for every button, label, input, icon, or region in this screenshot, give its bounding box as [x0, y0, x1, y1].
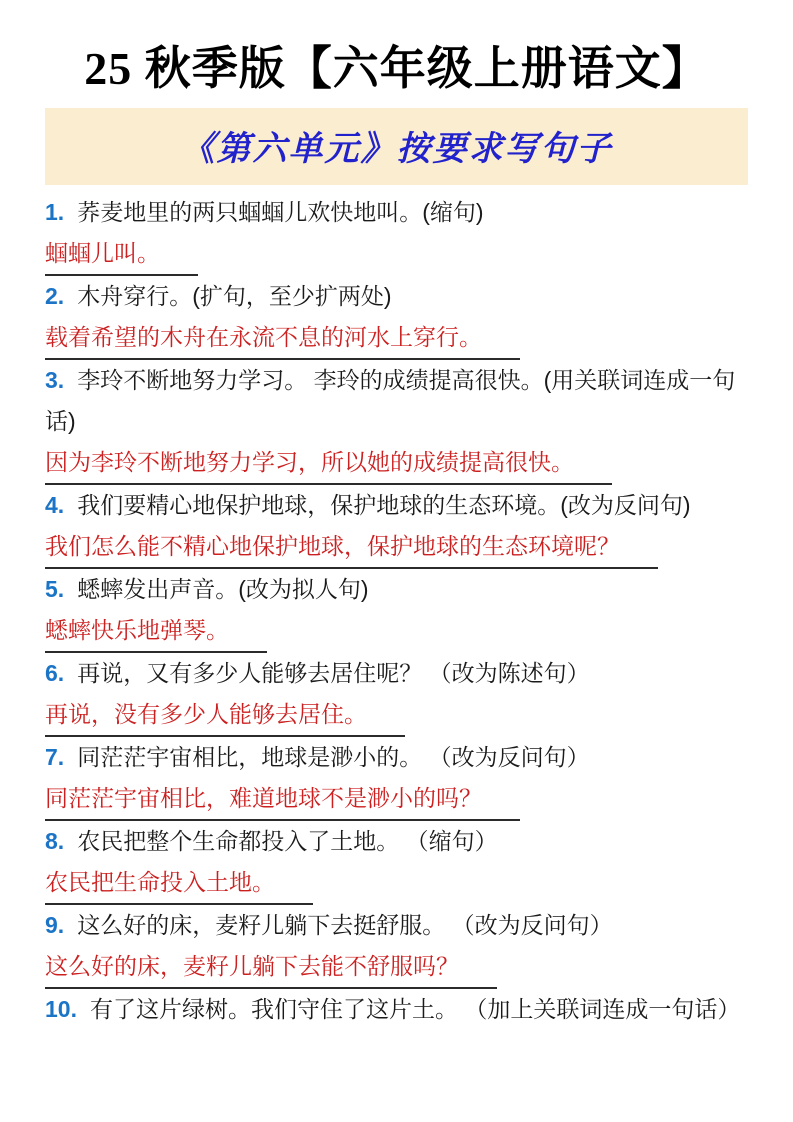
question-row [45, 821, 748, 862]
question-row [45, 192, 748, 233]
answer-row [45, 233, 748, 276]
question-row [45, 485, 748, 526]
answer-text: 我们怎么能不精心地保护地球，保护地球的生态环境呢？ [45, 528, 658, 569]
question-item [45, 276, 748, 360]
question-text: 我们要精心地保护地球，保护地球的生态环境。(改为反问句) [77, 491, 691, 518]
question-number: 2. [45, 282, 65, 309]
answer-row [45, 317, 748, 360]
answer-text: 同茫茫宇宙相比，难道地球不是渺小的吗？ [45, 780, 520, 821]
answer-text: 蟋蟀快乐地弹琴。 [45, 612, 267, 653]
question-number: 4. [45, 491, 65, 518]
answer-row [45, 778, 748, 821]
question-number: 1. [45, 198, 65, 225]
question-item [45, 360, 748, 485]
question-number: 7. [45, 743, 65, 770]
question-row [45, 737, 748, 778]
question-number: 10. [45, 995, 77, 1022]
question-item [45, 192, 748, 276]
answer-row [45, 442, 748, 485]
question-number: 5. [45, 575, 65, 602]
question-text: 农民把整个生命都投入了土地。 （缩句） [77, 827, 498, 854]
question-item [45, 653, 748, 737]
question-number: 8. [45, 827, 65, 854]
answer-text: 蝈蝈儿叫。 [45, 235, 198, 276]
question-row [45, 653, 748, 694]
subtitle-banner [45, 108, 748, 185]
question-text: 同茫茫宇宙相比，地球是渺小的。 （改为反问句） [77, 743, 590, 770]
question-item [45, 821, 748, 905]
question-text: 有了这片绿树。我们守住了这片土。 （加上关联词连成一句话） [89, 995, 741, 1022]
answer-row [45, 946, 748, 989]
question-row [45, 360, 748, 442]
answer-text: 载着希望的木舟在永流不息的河水上穿行。 [45, 319, 520, 360]
question-text: 再说，又有多少人能够去居住呢？ （改为陈述句） [77, 659, 590, 686]
question-item [45, 989, 748, 1030]
answer-text: 因为李玲不断地努力学习，所以她的成绩提高很快。 [45, 444, 612, 485]
answer-text: 这么好的床，麦籽儿躺下去能不舒服吗？ [45, 948, 497, 989]
page-title: 25 秋季版【六年级上册语文】 [84, 43, 709, 94]
question-item [45, 905, 748, 989]
question-row [45, 905, 748, 946]
answer-row [45, 694, 748, 737]
question-text: 李玲不断地努力学习。 李玲的成绩提高很快。(用关联词连成一句话) [45, 366, 736, 434]
answer-text: 农民把生命投入土地。 [45, 864, 313, 905]
question-text: 蟋蟀发出声音。(改为拟人句) [77, 575, 369, 602]
question-item [45, 485, 748, 569]
question-text: 这么好的床，麦籽儿躺下去挺舒服。 （改为反问句） [77, 911, 613, 938]
question-item [45, 569, 748, 653]
question-number: 3. [45, 366, 65, 393]
answer-row [45, 610, 748, 653]
question-row [45, 276, 748, 317]
unit-subtitle: 《第六单元》按要求写句子 [180, 130, 613, 168]
question-text: 木舟穿行。(扩句，至少扩两处) [77, 282, 392, 309]
question-number: 6. [45, 659, 65, 686]
answer-row [45, 526, 748, 569]
answer-text: 再说，没有多少人能够去居住。 [45, 696, 405, 737]
answer-row [45, 862, 748, 905]
question-row [45, 989, 748, 1030]
question-list [45, 192, 748, 1030]
question-number: 9. [45, 911, 65, 938]
question-text: 荞麦地里的两只蝈蝈儿欢快地叫。(缩句) [77, 198, 484, 225]
question-item [45, 737, 748, 821]
question-row [45, 569, 748, 610]
